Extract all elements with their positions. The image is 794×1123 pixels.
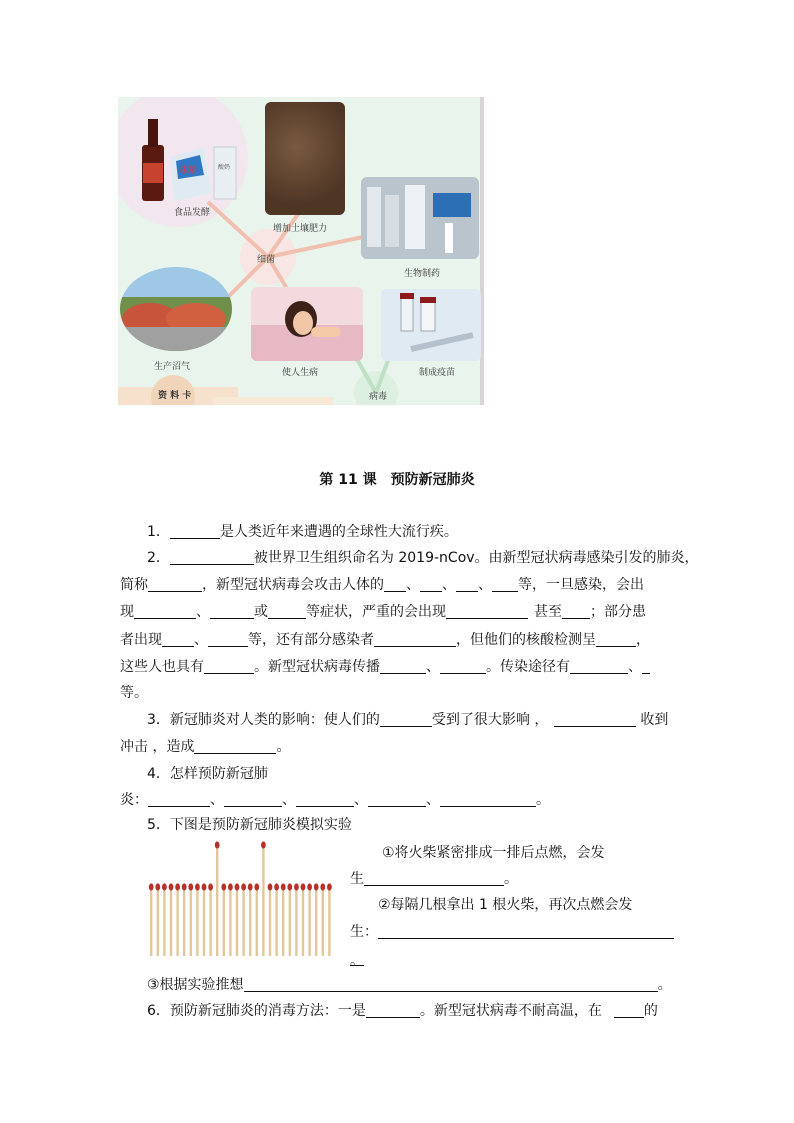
q4-blank-3[interactable]: [296, 792, 354, 807]
q2-text-2a: 简称: [120, 577, 148, 593]
matchstick: [182, 883, 187, 956]
food-fermentation-photo: [134, 117, 240, 203]
q4-sep-2: 、: [282, 792, 296, 808]
q3-blank-2[interactable]: [554, 712, 636, 727]
q3-number: 3．: [147, 712, 170, 728]
info-card-label: 资 料 卡: [158, 391, 192, 401]
q3-blank-3[interactable]: [194, 739, 276, 754]
q2-text-2f: 等，一旦感染，会出: [518, 577, 644, 593]
q2-blank-5[interactable]: [456, 577, 478, 592]
question-5-title: [147, 815, 352, 835]
q5-s1-end: 。: [504, 871, 518, 887]
q2-text-4d: ，但他们的核酸检测呈: [456, 632, 596, 648]
question-2-line-3: [120, 602, 646, 622]
q5-number: 5．: [147, 817, 170, 833]
q2-blank-12[interactable]: [162, 632, 194, 647]
q5-s2-end: 。: [350, 953, 364, 969]
caption-virus: 病毒: [369, 392, 388, 402]
q2-text-4a: 者出现: [120, 632, 162, 648]
matchstick: [228, 883, 233, 956]
pharma-factory-photo: [361, 177, 479, 259]
q2-blank-6[interactable]: [492, 577, 518, 592]
q5-statement-1: ①将火柴紧密排成一排后点燃，会发: [382, 845, 605, 861]
q5-blank-1[interactable]: [364, 871, 504, 886]
q2-number: 2．: [147, 550, 170, 566]
q4-end: 。: [536, 792, 550, 808]
q2-sep-1: 、: [406, 577, 420, 593]
vaccine-photo: [381, 289, 481, 361]
q2-blank-19[interactable]: [570, 659, 628, 674]
q4-sep-1: 、: [210, 792, 224, 808]
matchstick: [202, 883, 207, 956]
q4-text-b: 炎：: [120, 792, 148, 808]
q4-blank-5[interactable]: [440, 792, 536, 807]
q2-text-4c: 等，还有部分感染者: [248, 632, 374, 648]
matchstick: [287, 883, 292, 956]
matchstick: [327, 883, 332, 956]
q2-blank-9[interactable]: [268, 604, 306, 619]
q2-blank-16[interactable]: [204, 659, 254, 674]
caption-food: 食品发酵: [174, 208, 211, 218]
q4-sep-4: 、: [426, 792, 440, 808]
q2-text-5d: 。传染途径有: [486, 659, 570, 675]
matchstick: [208, 883, 213, 956]
q1-text: 是人类近年来遭遇的全球性大流行疾。: [219, 524, 458, 540]
matchstick: [261, 841, 266, 956]
q2-blank-2[interactable]: [148, 577, 202, 592]
q1-blank-1[interactable]: [170, 524, 220, 539]
q2-sep-2: 、: [442, 577, 456, 593]
q5-s1-prefix: 生: [350, 871, 364, 887]
q4-sep-3: 、: [354, 792, 368, 808]
matchstick: [241, 883, 246, 956]
q6-blank-1[interactable]: [366, 1003, 420, 1018]
matchstick: [235, 883, 240, 956]
q2-blank-11[interactable]: [562, 604, 590, 619]
q3-text-b: 受到了很大影响 ，: [431, 712, 549, 728]
q2-text-1: 被世界卫生组织命名为 2019-nCov。由新型冠状病毒感染引发的肺炎，: [253, 550, 699, 566]
q3-text-c: 收到: [640, 712, 669, 728]
carton-label: 酸奶: [218, 164, 231, 171]
q2-blank-8[interactable]: [210, 604, 254, 619]
caption-bacteria: 细菌: [257, 255, 276, 265]
question-2-line-2: [120, 575, 644, 595]
q2-blank-3[interactable]: [384, 577, 406, 592]
q5-statement-3: [147, 975, 672, 995]
question-2-line-5: [120, 657, 650, 677]
caption-vaccine: 制成疫苗: [419, 368, 456, 378]
caption-sick: 使人生病: [282, 368, 319, 378]
matchstick: [149, 883, 154, 956]
q5-answer-2-end: [350, 948, 364, 968]
q3-blank-1[interactable]: [380, 712, 432, 727]
q2-blank-4[interactable]: [420, 577, 442, 592]
q5-s2-prefix: 生：: [350, 924, 378, 940]
question-6: [147, 1001, 658, 1021]
caption-pharma: 生物制药: [404, 269, 441, 279]
question-3-line-1: [147, 710, 668, 730]
q2-text-2b: ，新型冠状病毒会攻击人体的: [202, 577, 384, 593]
q2-text-3f: ；部分患: [590, 604, 646, 620]
q4-number: 4．: [147, 766, 170, 782]
matchstick: [274, 883, 279, 956]
q5-blank-3[interactable]: [244, 977, 658, 992]
biogas-photo: [120, 267, 232, 351]
matchstick: [307, 883, 312, 956]
question-1: [147, 522, 458, 542]
q2-text-5b: 。新型冠状病毒传播: [254, 659, 380, 675]
q2-blank-1[interactable]: [170, 550, 254, 565]
bottle-label: 味精: [179, 166, 198, 176]
lesson-title: 第 11 课 预防新冠肺炎: [319, 472, 475, 488]
question-4-line-1: [147, 764, 268, 784]
q6-blank-2[interactable]: [614, 1003, 644, 1018]
q2-text-5a: 这些人也具有: [120, 659, 204, 675]
q5-s3-text: ③根据实验推想: [147, 977, 244, 993]
q2-text-3c: 或: [254, 604, 268, 620]
q5-s3-end: 。: [657, 977, 672, 993]
q5-answer-2: [350, 922, 674, 942]
q6-text-b: 。新型冠状病毒不耐高温，在: [419, 1003, 602, 1019]
q2-sep-4: 、: [196, 604, 210, 620]
matchstick: [294, 883, 299, 956]
q5-title-text: 下图是预防新冠肺炎模拟实验: [169, 817, 352, 833]
matchstick: [215, 841, 220, 956]
q2-blank-13[interactable]: [208, 632, 248, 647]
q6-text-c: 的: [643, 1003, 658, 1019]
matchstick: [281, 883, 286, 956]
q6-text-a: 预防新冠肺炎的消毒方法：一是: [169, 1003, 366, 1019]
q4-blank-2[interactable]: [224, 792, 282, 807]
q3-text-d: 冲击 ，造成: [120, 739, 195, 755]
caption-soil: 增加土壤肥力: [273, 224, 328, 234]
soil-photo: [265, 102, 345, 215]
q5-answer-1: [350, 869, 518, 889]
q6-number: 6．: [147, 1003, 170, 1019]
question-2-line-6: 等。: [120, 685, 148, 701]
matchstick: [320, 883, 325, 956]
q2-sep-3: 、: [478, 577, 492, 593]
matchstick: [254, 883, 259, 956]
q2-blank-10[interactable]: [446, 604, 528, 619]
q4-text-a: 怎样预防新冠肺: [169, 766, 268, 782]
matchstick: [169, 883, 174, 956]
q2-blank-15[interactable]: [596, 632, 636, 647]
q2-text-4e: ，: [636, 632, 650, 648]
q2-blank-18[interactable]: [440, 659, 486, 674]
q4-blank-1[interactable]: [148, 792, 210, 807]
q2-sep-5: 、: [194, 632, 208, 648]
matchstick: [162, 883, 167, 956]
q5-statement-2: ②每隔几根拿出 1 根火柴，再次点燃会发: [378, 897, 633, 913]
sick-child-photo: [251, 287, 363, 361]
q3-text-e: 。: [276, 739, 291, 755]
matchstick: [155, 883, 160, 956]
matchstick: [188, 883, 193, 956]
q2-sep-7: 、: [628, 659, 642, 675]
matchstick: [248, 883, 253, 956]
q2-text-3e: 甚至: [534, 604, 562, 620]
question-2-line-4: [120, 630, 650, 650]
matchstick: [314, 883, 319, 956]
question-2-line-1: [147, 548, 699, 568]
q1-number: 1．: [147, 524, 170, 540]
matchstick: [301, 883, 306, 956]
q2-text-3d: 等症状，严重的会出现: [306, 604, 446, 620]
question-3-line-2: [120, 737, 290, 757]
matchstick: [175, 883, 180, 956]
bacteria-virus-infographic: [118, 97, 484, 405]
matchstick: [195, 883, 200, 956]
caption-biogas: 生产沼气: [154, 362, 191, 372]
q3-text-a: 新冠肺炎对人类的影响：使人们的: [169, 712, 380, 728]
q5-blank-2[interactable]: [378, 924, 674, 939]
q2-blank-14[interactable]: [374, 632, 456, 647]
q2-blank-20[interactable]: [642, 659, 650, 674]
q4-blank-4[interactable]: [368, 792, 426, 807]
q2-blank-17[interactable]: [380, 659, 426, 674]
matchstick: [268, 883, 273, 956]
q2-sep-6: 、: [426, 659, 440, 675]
q2-text-3a: 现: [120, 604, 134, 620]
q2-blank-7[interactable]: [134, 604, 196, 619]
matchstick: [221, 883, 226, 956]
question-4-line-2: [120, 790, 550, 810]
matchstick-experiment-figure: [145, 838, 340, 958]
